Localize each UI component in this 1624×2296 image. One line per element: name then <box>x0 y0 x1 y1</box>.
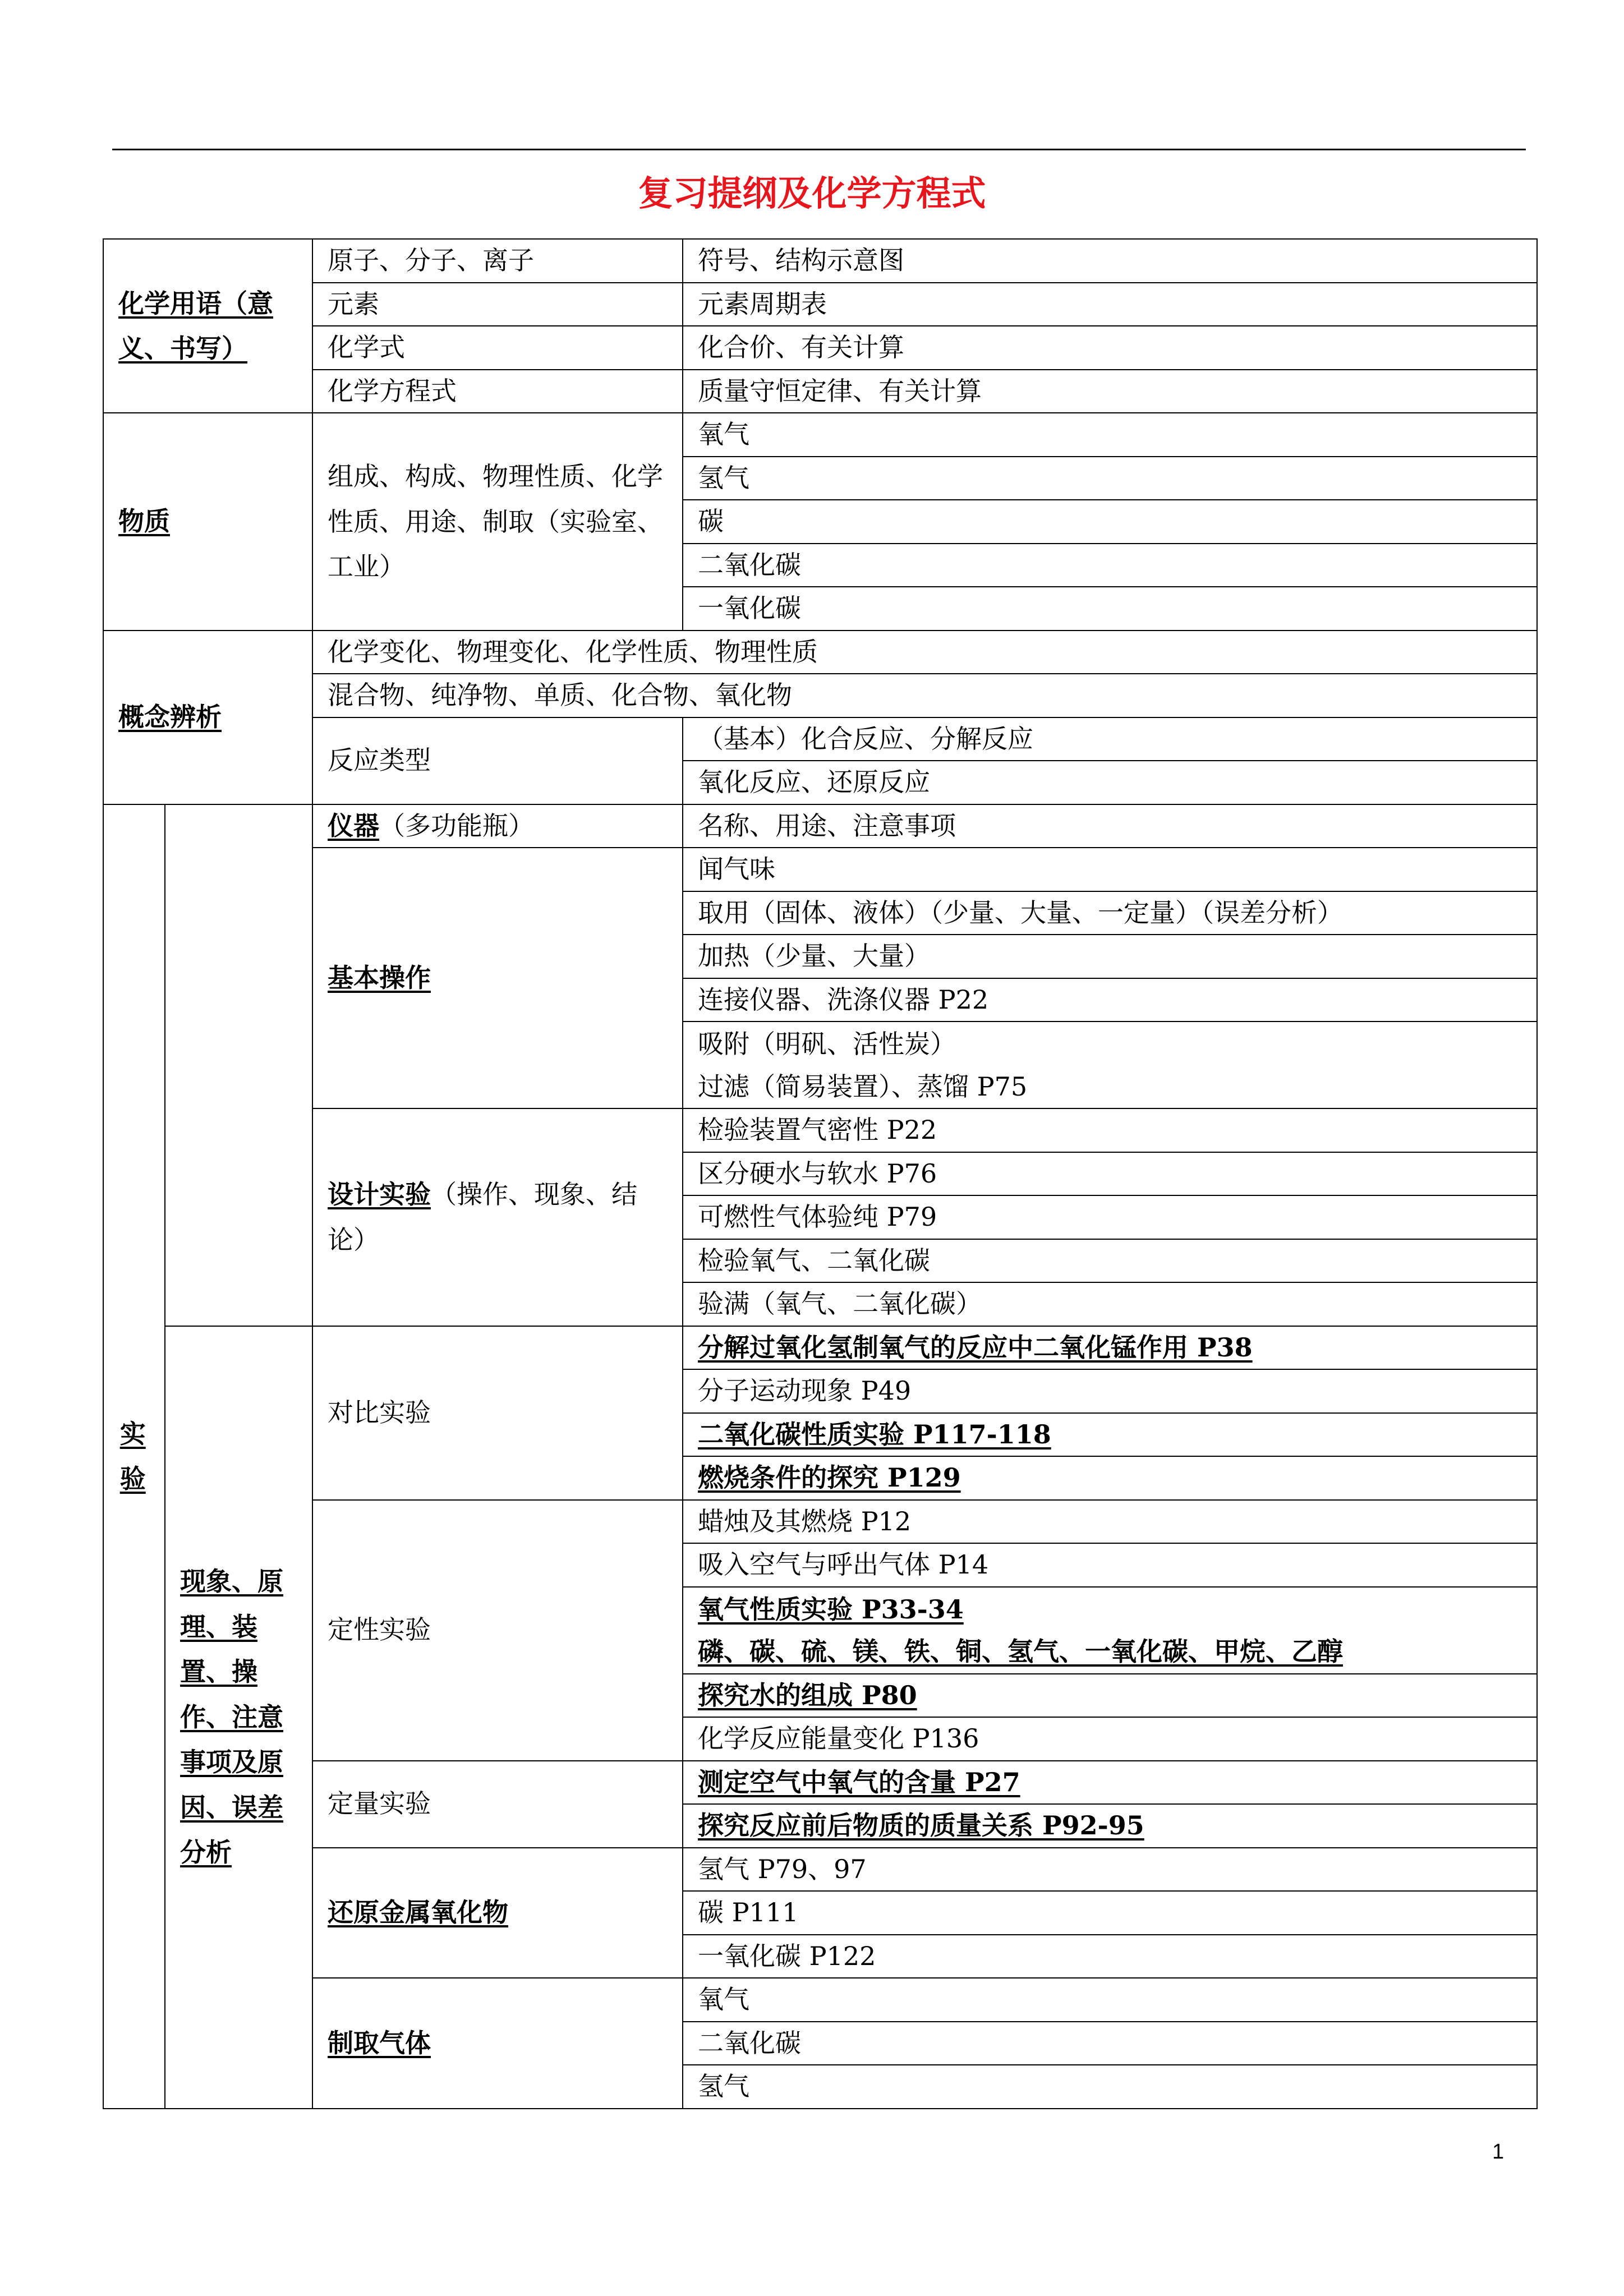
table-cell: 名称、用途、注意事项 <box>683 804 1537 848</box>
substance-description: 组成、构成、物理性质、化学性质、用途、制取（实验室、工业） <box>312 413 683 631</box>
phenomena-label: 现象、原理、装置、操作、注意事项及原因、误差分析 <box>165 1326 312 2109</box>
table-cell: 符号、结构示意图 <box>683 239 1537 283</box>
table-cell: 二氧化碳性质实验 P117-118 <box>683 1413 1537 1457</box>
table-cell: 原子、分子、离子 <box>312 239 683 283</box>
table-cell: 氢气 P79、97 <box>683 1848 1537 1892</box>
table-cell: 化学反应能量变化 P136 <box>683 1717 1537 1761</box>
table-cell: 氢气 <box>683 457 1537 500</box>
section-label-substance: 物质 <box>103 413 312 631</box>
table-row <box>103 848 1537 891</box>
header-rule <box>112 149 1526 150</box>
table-cell: 验满（氧气、二氧化碳） <box>683 1282 1537 1326</box>
table-cell: 可燃性气体验纯 P79 <box>683 1195 1537 1239</box>
comparison-label: 对比实验 <box>312 1326 683 1500</box>
section-label-concepts: 概念辨析 <box>103 631 312 804</box>
table-cell: 氧气 <box>683 1978 1537 2022</box>
table-row <box>103 717 1537 761</box>
table-cell: 一氧化碳 P122 <box>683 1935 1537 1978</box>
table-row <box>103 1848 1537 1892</box>
table-cell: 吸入空气与呼出气体 P14 <box>683 1543 1537 1587</box>
table-cell: 燃烧条件的探究 P129 <box>683 1456 1537 1500</box>
experiment-blank-cell <box>165 804 312 1326</box>
table-cell: 取用（固体、液体）（少量、大量、一定量）（误差分析） <box>683 891 1537 935</box>
table-cell: 元素 <box>312 283 683 326</box>
table-cell: 质量守恒定律、有关计算 <box>683 370 1537 413</box>
table-cell: 探究反应前后物质的质量关系 P92-95 <box>683 1804 1537 1848</box>
page-number: 1 <box>1492 2140 1505 2164</box>
reaction-types-label: 反应类型 <box>312 717 683 804</box>
qualitative-pair-cell <box>683 1587 1537 1674</box>
table-cell: 测定空气中氧气的含量 P27 <box>683 1761 1537 1805</box>
table-cell: 化学式 <box>312 326 683 370</box>
reduce-label: 还原金属氧化物 <box>312 1848 683 1978</box>
table-cell: 混合物、纯净物、单质、化合物、氧化物 <box>312 674 1537 717</box>
table-cell: 元素周期表 <box>683 283 1537 326</box>
basic-ops-pair-cell <box>683 1022 1537 1108</box>
table-row <box>103 283 1537 326</box>
table-row <box>103 1108 1537 1152</box>
table-cell: 二氧化碳 <box>683 544 1537 587</box>
instruments-suffix: （多功能瓶） <box>379 810 534 841</box>
table-cell: 氧气 <box>683 413 1537 457</box>
table-row <box>103 804 1537 848</box>
qualitative-label: 定性实验 <box>312 1500 683 1761</box>
design-label: 设计实验 <box>328 1179 431 1210</box>
table-cell: 检验氧气、二氧化碳 <box>683 1239 1537 1283</box>
table-cell: 化合价、有关计算 <box>683 326 1537 370</box>
table-cell: 碳 <box>683 500 1537 544</box>
table-row <box>103 1761 1537 1805</box>
table-cell: 探究水的组成 P80 <box>683 1674 1537 1718</box>
basic-ops-label: 基本操作 <box>312 848 683 1108</box>
pair-line: 氧气性质实验 P33-34 <box>698 1594 964 1625</box>
pair-line: 磷、碳、硫、镁、铁、铜、氢气、一氧化碳、甲烷、乙醇 <box>698 1636 1343 1667</box>
section-label-chem-language: 化学用语（意义、书写） <box>103 239 312 413</box>
table-cell: （基本）化合反应、分解反应 <box>683 717 1537 761</box>
table-row <box>103 674 1537 717</box>
table-cell: 二氧化碳 <box>683 2022 1537 2065</box>
table-cell: 蜡烛及其燃烧 P12 <box>683 1500 1537 1544</box>
table-cell: 碳 P111 <box>683 1891 1537 1935</box>
table-row <box>103 239 1537 283</box>
table-cell: 一氧化碳 <box>683 587 1537 631</box>
section-label-experiment <box>103 804 165 2109</box>
quantitative-label: 定量实验 <box>312 1761 683 1848</box>
experiment-label-text: 实验 <box>119 1418 146 1494</box>
table-cell: 区分硬水与软水 P76 <box>683 1152 1537 1196</box>
table-cell: 化学方程式 <box>312 370 683 413</box>
table-cell: 分解过氧化氢制氧气的反应中二氧化锰作用 P38 <box>683 1326 1537 1370</box>
instruments-label: 仪器 <box>328 810 379 841</box>
table-row <box>103 413 1537 457</box>
table-cell: 氧化反应、还原反应 <box>683 761 1537 804</box>
table-row <box>103 1500 1537 1544</box>
table-cell: 检验装置气密性 P22 <box>683 1108 1537 1152</box>
gas-label: 制取气体 <box>312 1978 683 2109</box>
table-row <box>103 326 1537 370</box>
table-cell: 氢气 <box>683 2065 1537 2109</box>
table-cell: 化学变化、物理变化、化学性质、物理性质 <box>312 631 1537 674</box>
table-row <box>103 1326 1537 1370</box>
table-cell: 分子运动现象 P49 <box>683 1369 1537 1413</box>
pair-line: 吸附（明矾、活性炭） <box>698 1029 956 1059</box>
table-row <box>103 1978 1537 2022</box>
document-title: 复习提纲及化学方程式 <box>638 173 986 214</box>
design-suffix: （操作、现象、结论） <box>328 1179 637 1255</box>
table-row <box>103 631 1537 674</box>
table-cell: 闻气味 <box>683 848 1537 891</box>
table-cell: 连接仪器、洗涤仪器 P22 <box>683 978 1537 1022</box>
pair-line: 过滤（简易装置）、蒸馏 P75 <box>698 1071 1028 1102</box>
table-row <box>103 370 1537 413</box>
table-cell: 加热（少量、大量） <box>683 935 1537 978</box>
outline-table <box>103 238 1538 2109</box>
design-cell <box>312 1108 683 1326</box>
instruments-cell <box>312 804 683 848</box>
